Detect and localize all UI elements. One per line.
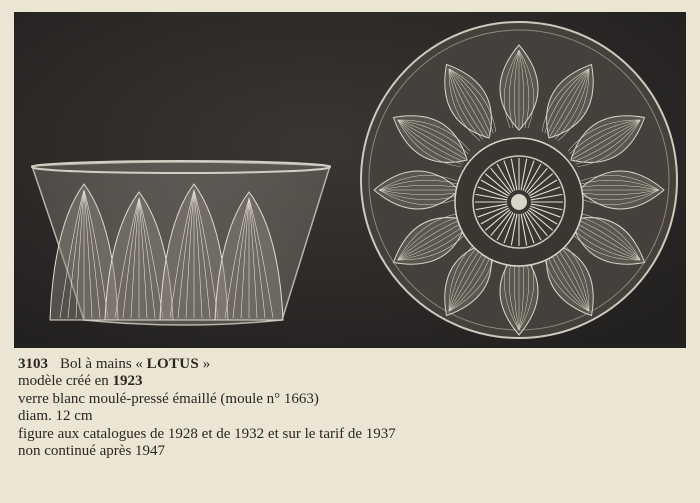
discontinued-line: non continué après 1947: [18, 443, 166, 460]
model-year: 1923: [112, 373, 143, 390]
catalogues-line: figure aux catalogues de 1928 et de 1932 et sur le tarif de 1937: [18, 425, 396, 442]
plate-top-view: [361, 22, 677, 338]
catalog-caption: [18, 356, 678, 460]
title-prefix: Bol à mains «: [60, 356, 147, 372]
caption-title-line: [18, 356, 678, 373]
title-suffix: »: [199, 356, 211, 372]
material-line: verre blanc moulé-pressé émaillé (moule n° 1663): [18, 390, 319, 407]
bowl-photo-illustration: [14, 12, 686, 348]
model-prefix: modèle créé en: [18, 373, 113, 390]
catalog-number: 3103: [18, 356, 48, 372]
bowl-side-view: [32, 161, 330, 325]
diameter-line: diam. 12 cm: [18, 408, 93, 425]
product-photo: [14, 12, 686, 348]
model-name: LOTUS: [146, 356, 200, 372]
model-line: [18, 373, 678, 390]
